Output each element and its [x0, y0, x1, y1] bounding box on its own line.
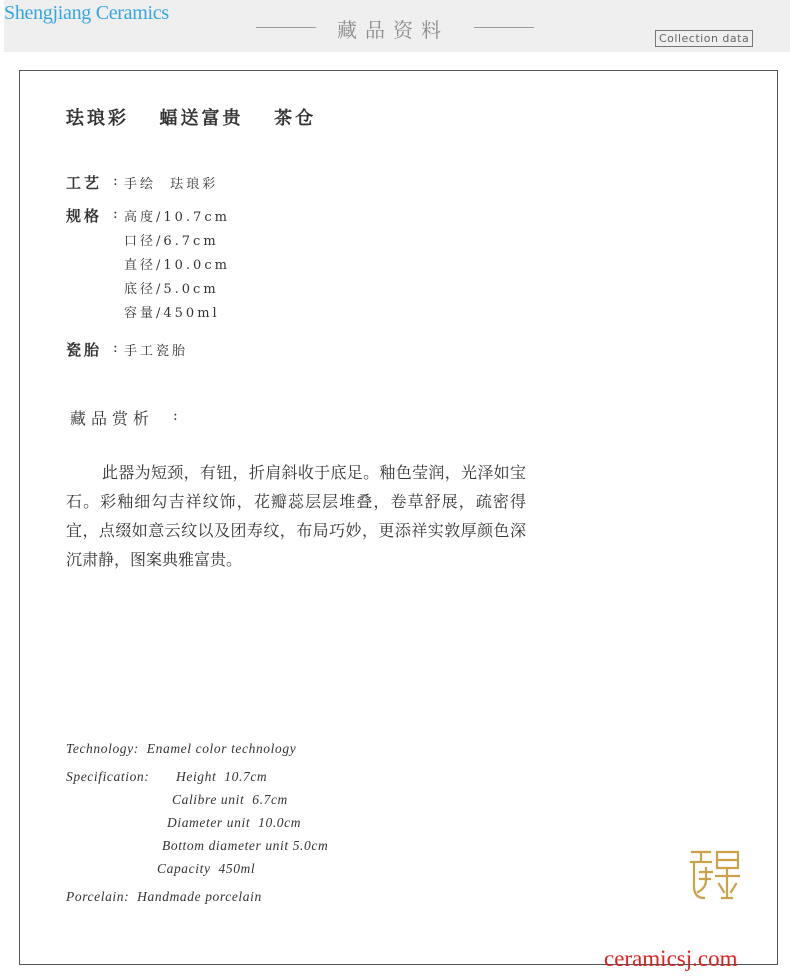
size-base: 底径/5.0cm — [124, 282, 219, 297]
seal-stamp-icon — [686, 846, 744, 904]
size-mouth: 口径/6.7cm — [124, 234, 219, 249]
brand-logo-text[interactable]: Shengjiang Ceramics — [4, 2, 169, 24]
en-spec-label: Specification: — [66, 769, 150, 784]
collection-data-tag: Collection data — [655, 30, 753, 47]
en-porcelain: Porcelain: Handmade porcelain — [66, 889, 262, 904]
size-capacity: 容量/450ml — [124, 306, 220, 321]
body-colon: : — [113, 340, 118, 356]
analysis-colon: : — [173, 408, 178, 424]
product-title: 珐琅彩 蝠送富贵 茶仓 — [66, 108, 317, 129]
craft-label: 工艺 — [66, 174, 103, 192]
craft-colon: : — [113, 173, 118, 189]
en-technology: Technology: Enamel color technology — [66, 741, 297, 756]
en-bottom: Bottom diameter unit 5.0cm — [162, 838, 329, 853]
en-height: Height 10.7cm — [176, 769, 268, 784]
header-divider-right — [474, 27, 534, 28]
site-watermark: ceramicsj.com — [604, 946, 738, 971]
body-value: 手工瓷胎 — [124, 344, 189, 359]
en-diameter: Diameter unit 10.0cm — [167, 815, 302, 830]
header-title: 藏品资料 — [337, 18, 449, 42]
analysis-title: 藏品赏析 — [70, 409, 155, 428]
size-colon: : — [113, 206, 118, 222]
analysis-paragraph: 此器为短颈，有钮，折肩斜收于底足。釉色莹润，光泽如宝石。彩釉细勾吉祥纹饰，花瓣蕊层层堆叠，卷草舒展，疏密得宜，点缀如意云纹以及团寿纹，布局巧妙，更添祥实敦厚颜色深沉肃静，图案典雅富贵。 — [66, 463, 526, 569]
craft-value: 手绘 珐琅彩 — [124, 177, 219, 192]
size-height: 高度/10.7cm — [124, 210, 230, 225]
en-calibre: Calibre unit 6.7cm — [172, 792, 288, 807]
size-diameter: 直径/10.0cm — [124, 258, 230, 273]
body-label: 瓷胎 — [66, 341, 103, 359]
en-capacity: Capacity 450ml — [157, 861, 256, 876]
size-label: 规格 — [66, 207, 103, 225]
